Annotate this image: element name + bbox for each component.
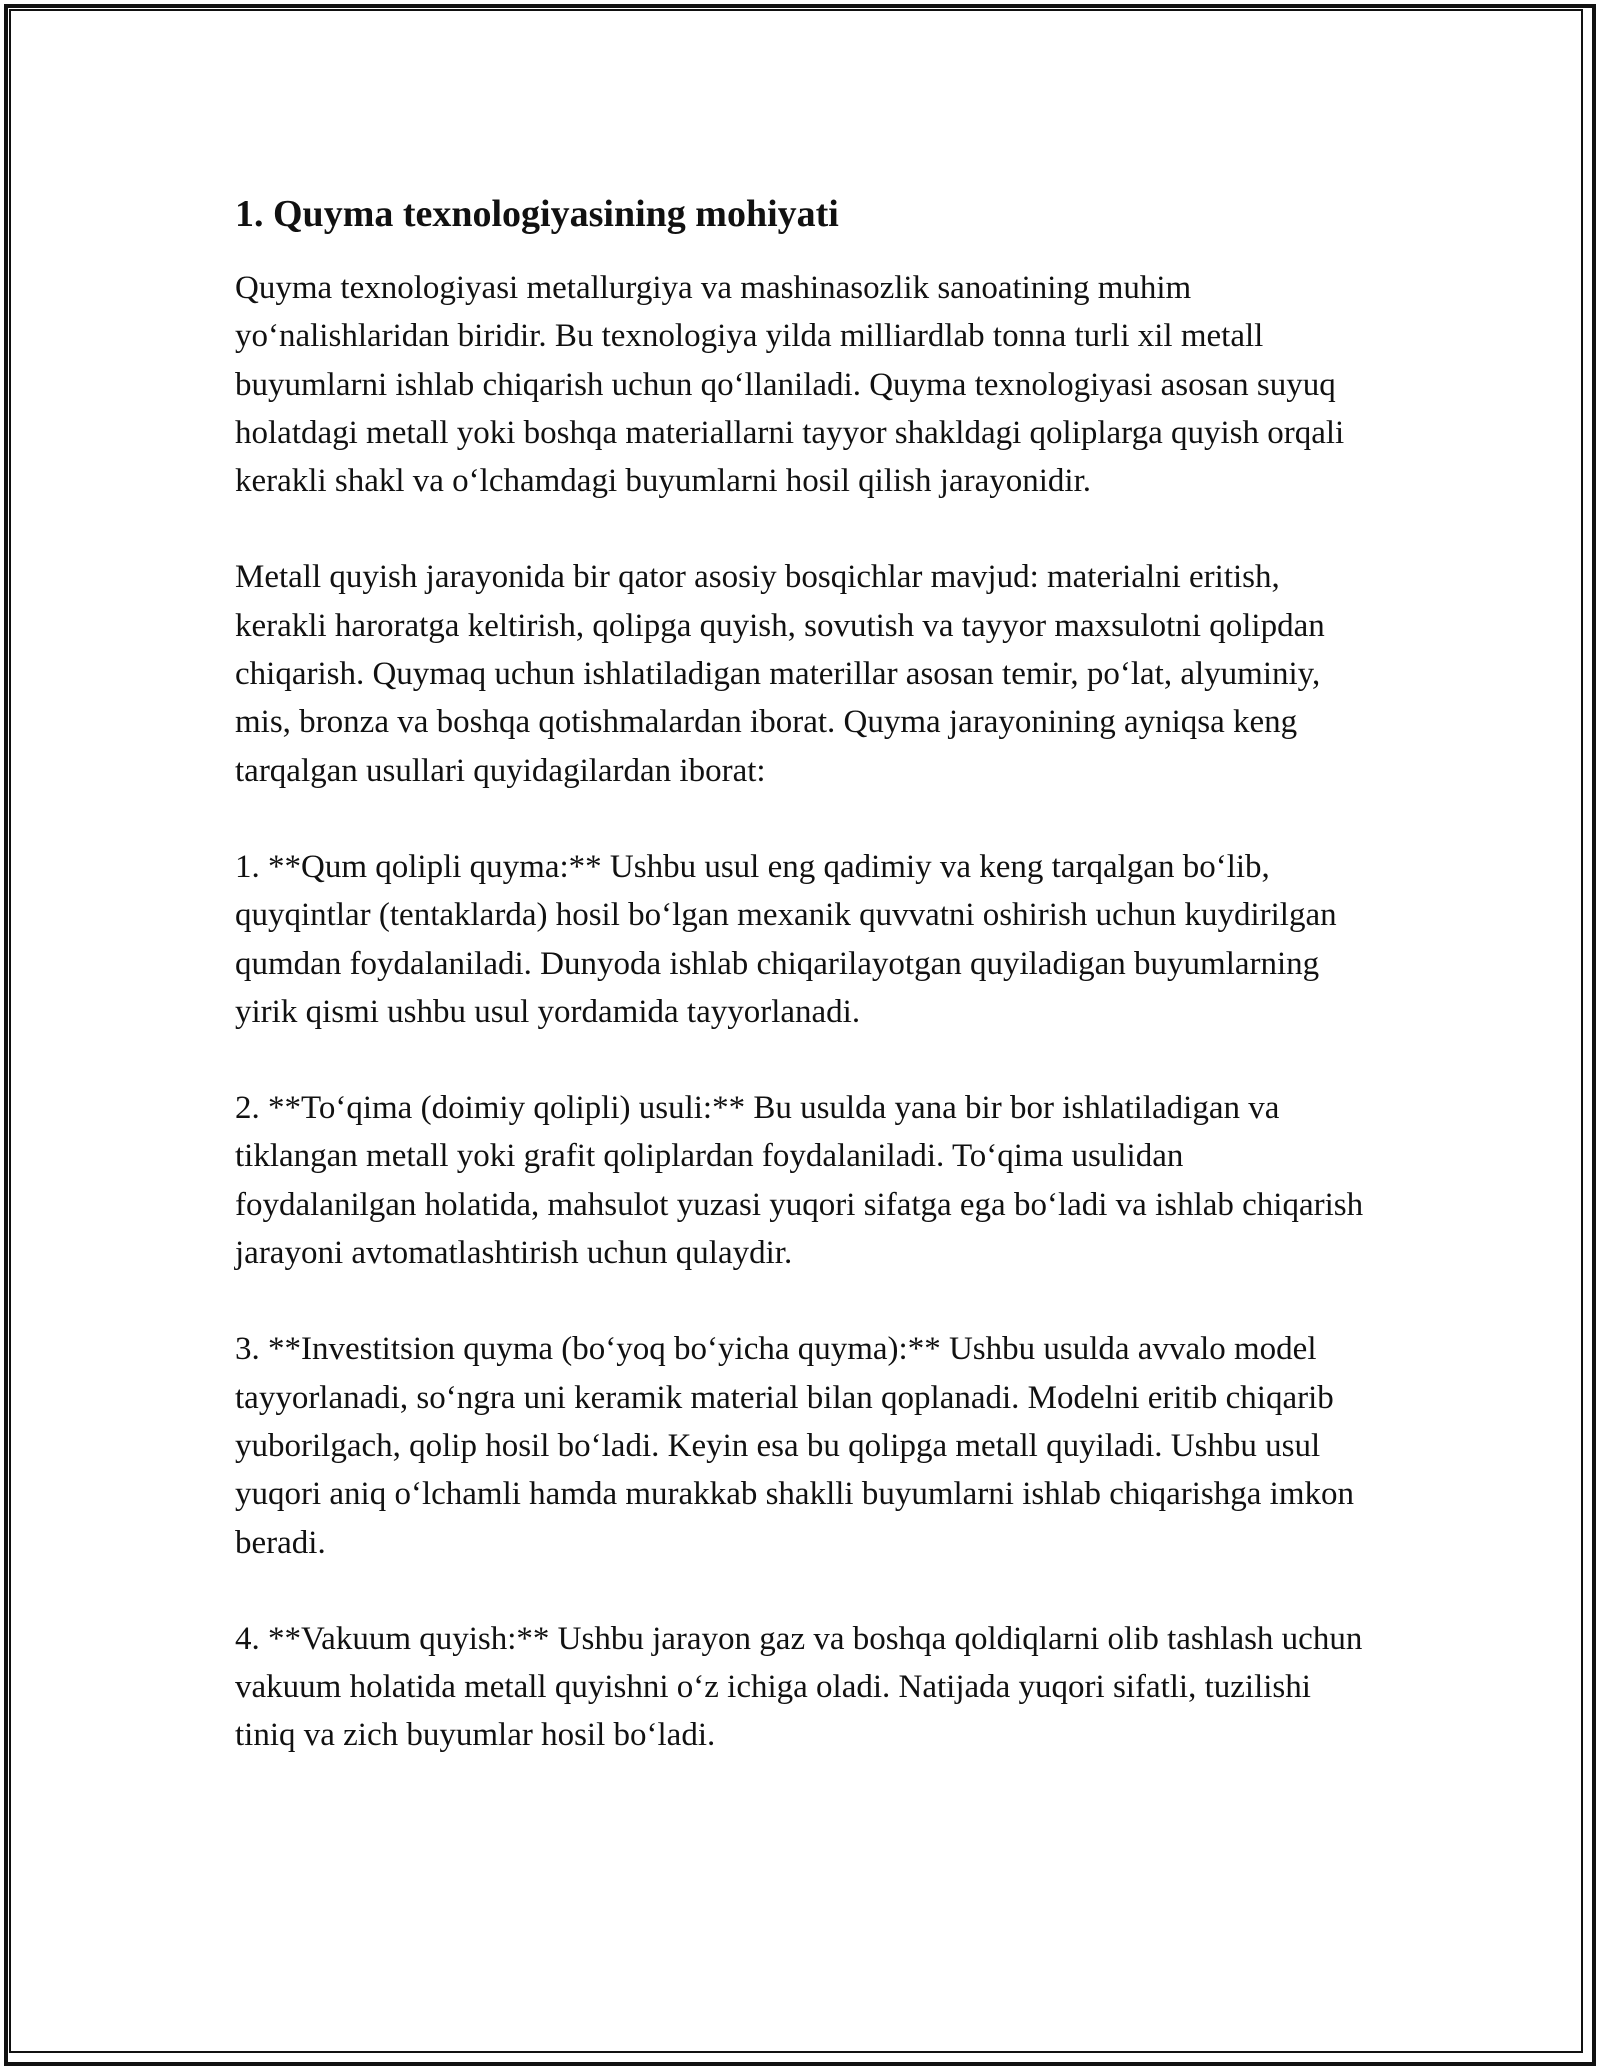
document-body <box>235 188 1365 1808</box>
list-item-vacuum-casting: 4. **Vakuum quyish:** Ushbu jarayon gaz va boshqa qoldiqlarni olib tashlash uchun vakuum holatida metall quyishni o‘z ichiga oladi. Natijada yuqori sifatli, tuzilishi tiniq va zich buyumlar hosil bo‘ladi. <box>235 1620 1363 1754</box>
list-item-investment-casting: 3. **Investitsion quyma (bo‘yoq bo‘yicha quyma):** Ushbu usulda avvalo model tayyorlanadi, so‘ngra uni keramik material bilan qoplanadi. Modelni eritib chiqarib yuborilgach, qolip hosil bo‘ladi. Keyin esa bu qolipga metall quyiladi. Ushbu usul yuqori aniq o‘lchamli hamda murakkab shaklli buyumlarni ishlab chiqarishga imkon beradi. <box>235 1331 1355 1561</box>
paragraph-intro: Quyma texnologiyasi metallurgiya va mashinasozlik sanoatining muhim yo‘nalishlaridan biridir. Bu texnologiya yilda milliardlab tonna turli xil metall buyumlarni ishlab chiqarish uchun qo‘llaniladi. Quyma texnologiyasi asosan suyuq holatdagi metall yoki boshqa materiallarni tayyor shakldagi qoliplarga quyish orqali kerakli shakl va o‘lchamdagi buyumlarni hosil qilish jarayonidir. <box>235 270 1345 500</box>
list-item-sand-casting: 1. **Qum qolipli quyma:** Ushbu usul eng qadimiy va keng tarqalgan bo‘lib, quyqintlar (tentaklarda) hosil bo‘lgan mexanik quvvatni oshirish uchun kuydirilgan qumdan foydalaniladi. Dunyoda ishlab chiqarilayotgan quyiladigan buyumlarning yirik qismi ushbu usul yordamida tayyorlanadi. <box>235 848 1337 1030</box>
paragraph-stages: Metall quyish jarayonida bir qator asosiy bosqichlar mavjud: materialni eritish, kerakli haroratga keltirish, qolipga quyish, sovutish va tayyor maxsulotni qolipdan chiqarish. Quymaq uchun ishlatiladigan materillar asosan temir, po‘lat, alyuminiy, mis, bronza va boshqa qotishmalardan iborat. Quyma jarayonining ayniqsa keng tarqalgan usullari quyidagilardan iborat: <box>235 559 1325 789</box>
section-heading: 1. Quyma texnologiyasining mohiyati <box>235 193 839 235</box>
list-item-permanent-mold: 2. **To‘qima (doimiy qolipli) usuli:** Bu usulda yana bir bor ishlatiladigan va tiklangan metall yoki grafit qoliplardan foydalaniladi. To‘qima usulidan foydalanilgan holatida, mahsulot yuzasi yuqori sifatga ega bo‘ladi va ishlab chiqarish jarayoni avtomatlashtirish uchun qulaydir. <box>235 1090 1364 1272</box>
